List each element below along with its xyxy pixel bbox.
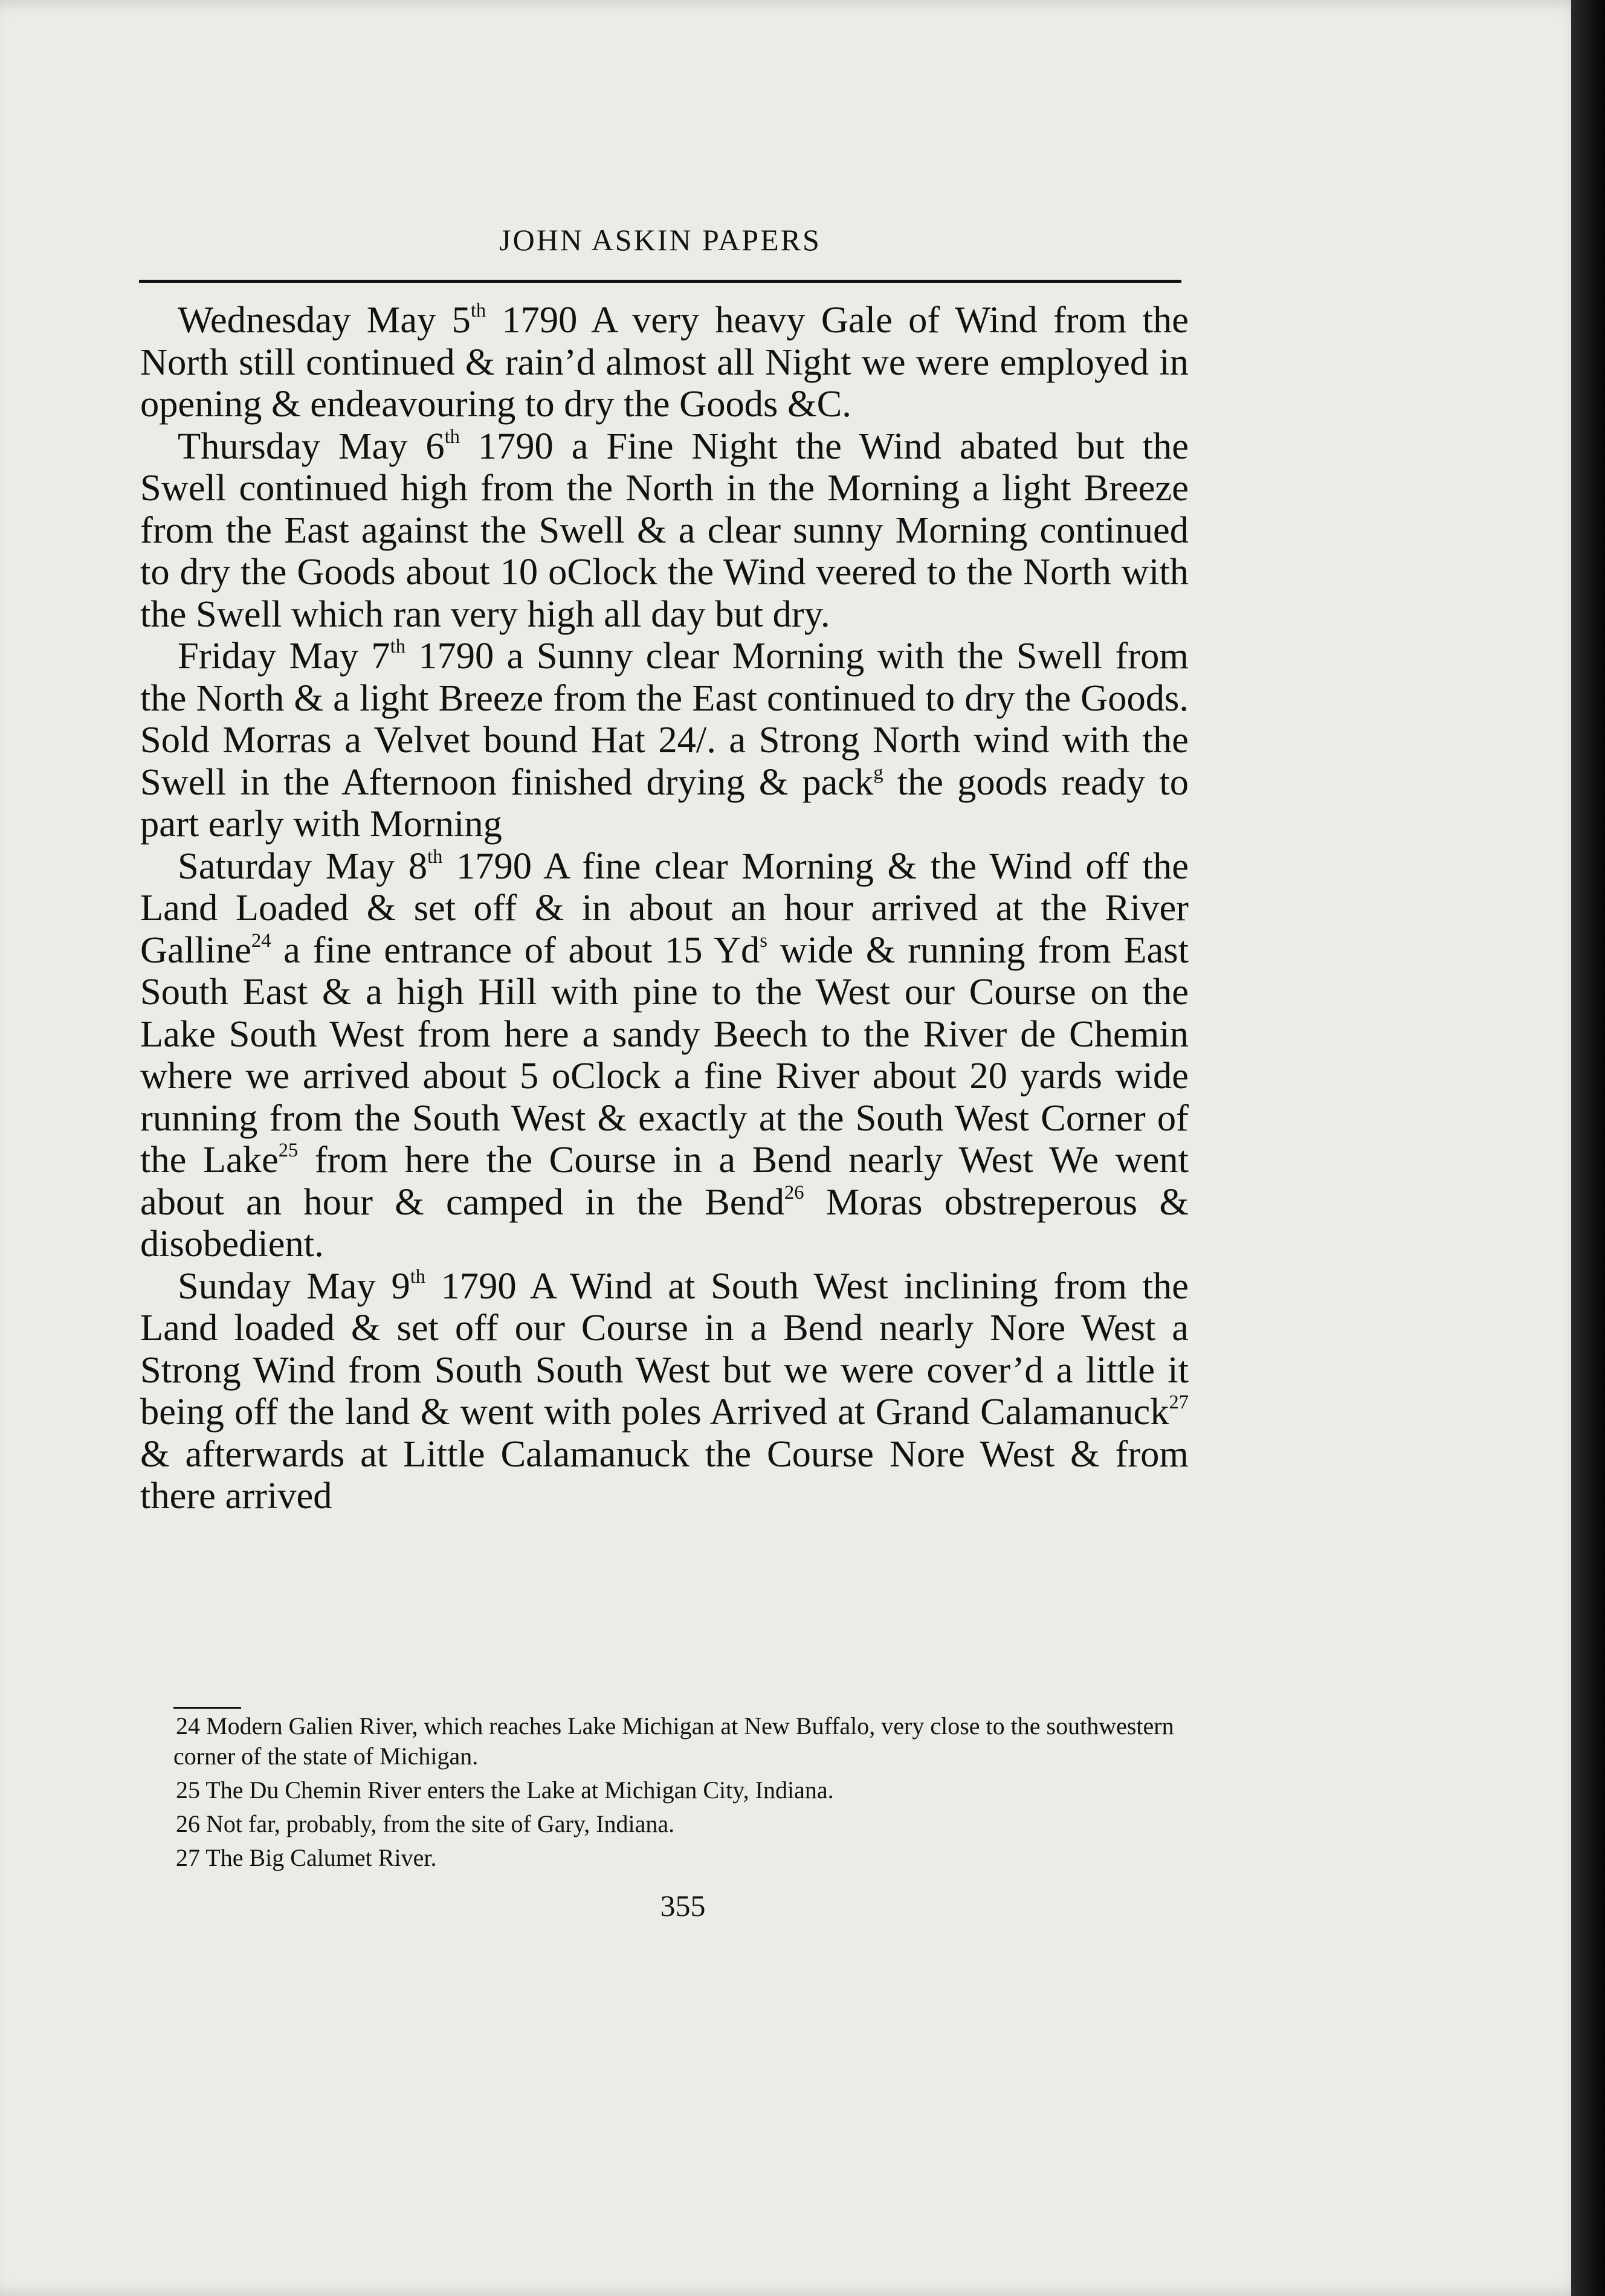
page-number: 355 xyxy=(660,1889,706,1923)
entry-text: the goods ready to part early with Morning xyxy=(140,760,1189,845)
footnote-27: 27 The Big Calumet River. xyxy=(176,1844,437,1871)
journal-entry-may-5 xyxy=(140,299,1189,425)
entry-text: 1790 a Sunny clear Morning with the Swell from the North & a light Breeze from the East continued to dry the Goods. Sold Morras a Velvet bound Hat 24/. a Strong North wind with the Swell in the Afternoon finished drying & pack xyxy=(140,634,1189,803)
entry-text: a fine entrance of about 15 Yd xyxy=(271,928,760,971)
entry-date: Saturday May 8 xyxy=(178,844,428,887)
ordinal-suffix: th xyxy=(410,1265,425,1288)
journal-entry-may-8 xyxy=(140,845,1189,1265)
book-spine-shadow xyxy=(1571,0,1605,2296)
ordinal-suffix: th xyxy=(444,425,460,448)
footnote-divider xyxy=(173,1707,241,1709)
entry-text: & afterwards at Little Calamanuck the Course Nore West & from there arrived xyxy=(140,1432,1189,1517)
page-header xyxy=(139,222,1181,283)
running-title: JOHN ASKIN PAPERS xyxy=(499,223,821,257)
entry-text: 1790 A fine clear Morning & the Wind off the Land Loaded & set off & in about an hour arrived at the River Galline xyxy=(140,844,1189,971)
journal-entry-may-9 xyxy=(140,1265,1189,1517)
journal-text xyxy=(140,299,1189,1517)
entry-date: Wednesday May 5 xyxy=(178,298,471,341)
abbreviation-suffix: s xyxy=(760,929,767,952)
entry-text: 1790 a Fine Night the Wind abated but the Swell continued high from the North in the Morning a light Breeze from the East against the Swell & a clear sunny Morning continued to dry the Goods about 10 oClock the Wind veered to the North with the Swell which ran very high all day but dry. xyxy=(140,424,1189,635)
abbreviation-suffix: g xyxy=(873,761,883,784)
journal-entry-may-7 xyxy=(140,635,1189,845)
entry-date: Sunday May 9 xyxy=(178,1264,410,1307)
entry-text: 1790 A very heavy Gale of Wind from the North still continued & rain’d almost all Night we were employed in opening & endeavouring to dry the Goods &C. xyxy=(140,298,1189,425)
entry-text: wide & running from East South East & a high Hill with pine to the West our Course on the Lake South West from here a sandy Beech to the River de Chemin where we arrived about 5 oClock a fine River about 20 yards wide running from the South West & exactly at the South West Corner of the Lake xyxy=(140,928,1189,1181)
entry-text: Moras obstreperous & disobedient. xyxy=(140,1180,1189,1265)
footnotes xyxy=(173,1711,1204,1877)
footnote-ref-27[interactable]: 27 xyxy=(1169,1391,1189,1414)
footnote-ref-25[interactable]: 25 xyxy=(278,1140,299,1162)
ordinal-suffix: th xyxy=(427,845,443,868)
footnote-26: 26 Not far, probably, from the site of Gary, Indiana. xyxy=(176,1810,675,1837)
entry-text: 1790 A Wind at South West inclining from the Land loaded & set off our Course in a Bend nearly Nore West a Strong Wind from South South West but we were cover’d a little it being off the land & went with poles Arrived at Grand Calamanuck xyxy=(140,1264,1189,1433)
footnote-ref-26[interactable]: 26 xyxy=(784,1181,804,1204)
entry-date: Friday May 7 xyxy=(178,634,390,677)
footnote-24: 24 Modern Galien River, which reaches Lake Michigan at New Buffalo, very close to the southwestern corner of the state of Michigan. xyxy=(173,1712,1174,1770)
entry-date: Thursday May 6 xyxy=(178,424,445,467)
journal-entry-may-6 xyxy=(140,425,1189,636)
footnote-25: 25 The Du Chemin River enters the Lake at Michigan City, Indiana. xyxy=(176,1776,834,1804)
footnote-ref-24[interactable]: 24 xyxy=(251,929,271,952)
entry-text: from here the Course in a Bend nearly West We went about an hour & camped in the Bend xyxy=(140,1138,1189,1223)
ordinal-suffix: th xyxy=(470,300,486,322)
ordinal-suffix: th xyxy=(390,636,405,658)
